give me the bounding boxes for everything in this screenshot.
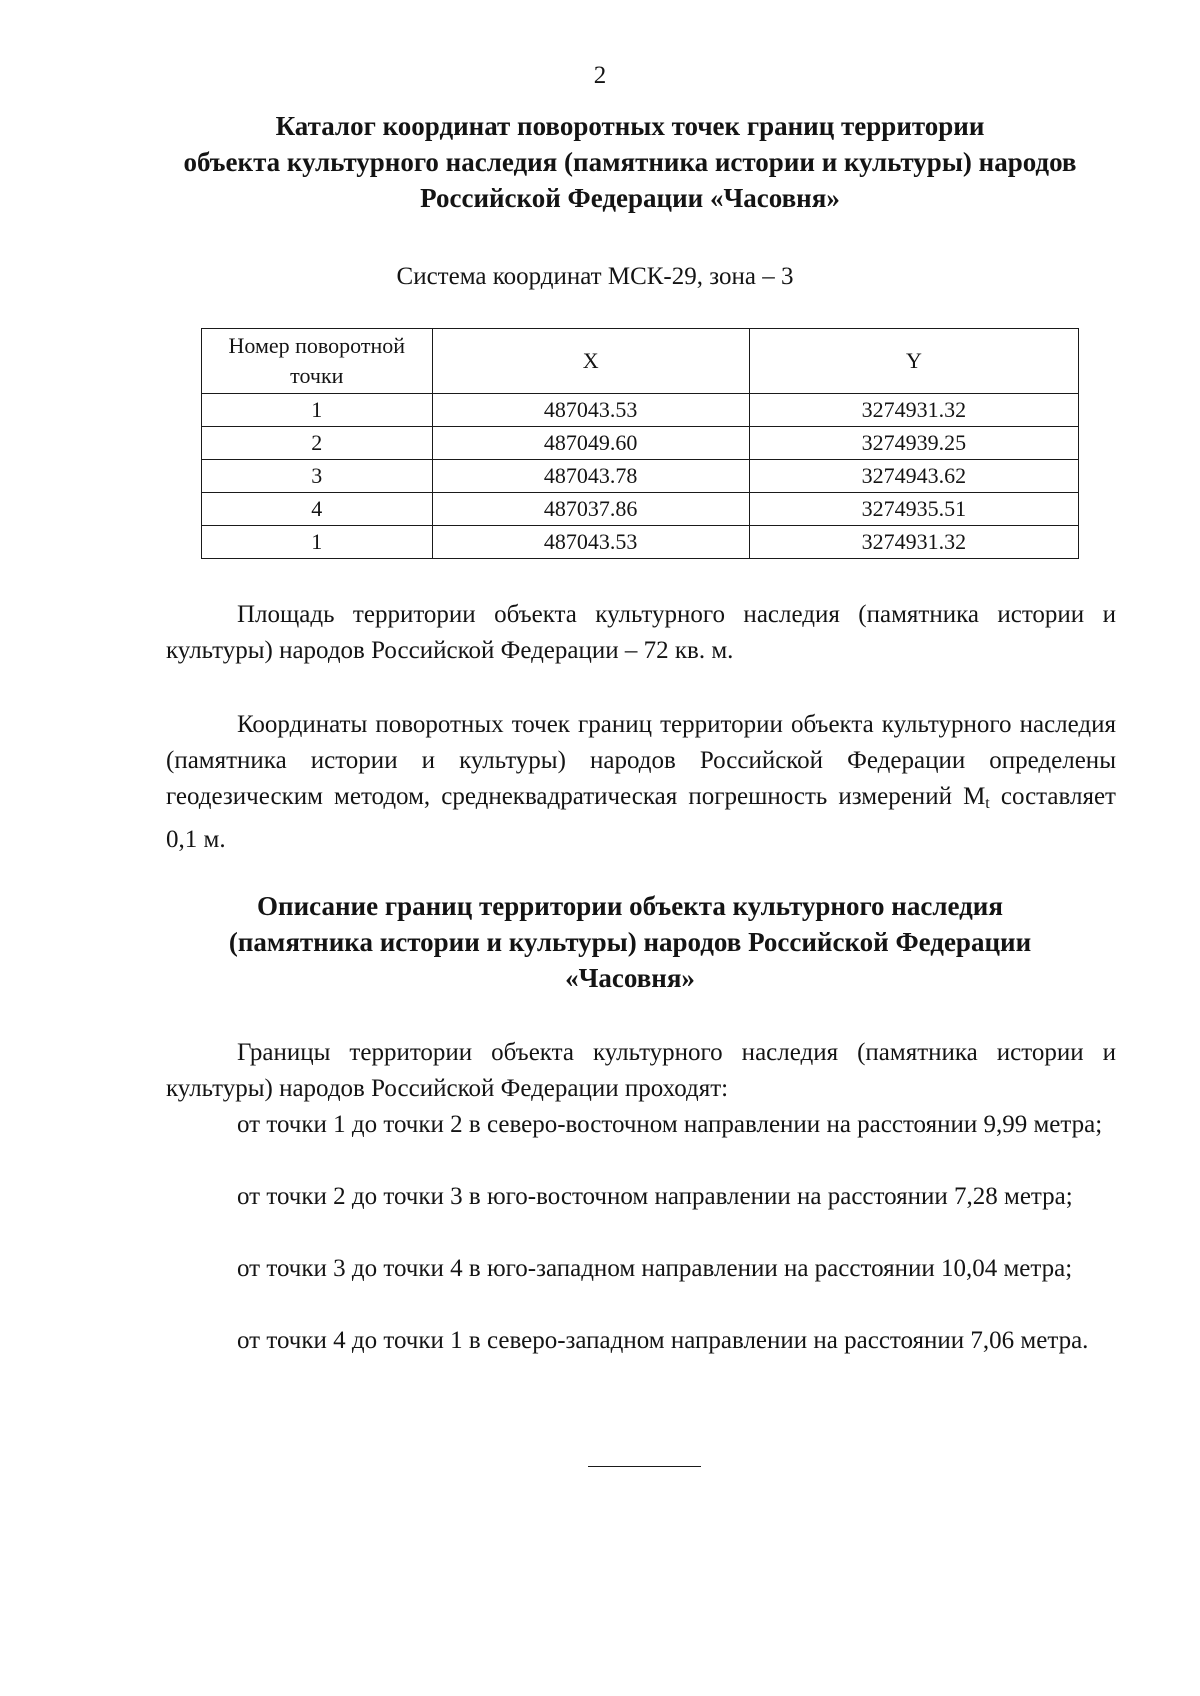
catalog-heading-line: объекта культурного наследия (памятника истории и культуры) народов [183,147,1077,177]
cell-point: 1 [202,526,433,559]
boundary-segment: от точки 1 до точки 2 в северо-восточном направлении на расстоянии 9,99 метра; [237,1111,1103,1138]
catalog-heading-line: Российской Федерации «Часовня» [420,183,840,213]
table-row [202,493,1079,526]
header-point-label-line: Номер поворотной [228,333,406,358]
header-point-label-line: точки [290,363,344,388]
coordinate-system-caption: Система координат МСК-29, зона – 3 [396,263,794,290]
description-heading-line: (памятника истории и культуры) народов Российской Федерации [228,927,1032,957]
table-row [202,460,1079,493]
cell-x: 487043.53 [432,526,749,559]
catalog-heading-line: Каталог координат поворотных точек границ территории [275,111,985,141]
catalog-heading [150,108,1110,216]
cell-x: 487043.78 [432,460,749,493]
boundary-segment: от точки 3 до точки 4 в юго-западном направлении на расстоянии 10,04 метра; [237,1255,1073,1282]
description-heading-line: «Часовня» [565,963,695,993]
cell-x: 487049.60 [432,427,749,460]
accuracy-text-end: составляет 0,1 м. [166,783,1116,853]
coordinates-table [201,328,1079,559]
cell-point: 1 [202,394,433,427]
header-point-number [202,329,433,394]
cell-point: 2 [202,427,433,460]
cell-y: 3274931.32 [749,526,1078,559]
cell-y: 3274943.62 [749,460,1078,493]
table-header-row [202,329,1079,394]
end-of-document-rule [588,1466,701,1467]
cell-point: 4 [202,493,433,526]
boundary-segment: от точки 4 до точки 1 в северо-западном направлении на расстоянии 7,06 метра. [237,1327,1089,1354]
cell-y: 3274931.32 [749,394,1078,427]
page-number: 2 [593,62,607,89]
accuracy-text: Координаты поворотных точек границ территории объекта культурного наследия (памятника истории и культуры) народов Российской Федерации определены геодезическим методом, среднеквадратическая погрешность измерений M [166,711,1116,810]
area-paragraph: Площадь территории объекта культурного наследия (памятника истории и культуры) народов Российской Федерации – 72 кв. м. [166,601,1116,664]
cell-x: 487037.86 [432,493,749,526]
cell-y: 3274935.51 [749,493,1078,526]
table-row [202,427,1079,460]
cell-y: 3274939.25 [749,427,1078,460]
header-y: Y [749,329,1078,394]
accuracy-paragraph [166,707,1116,858]
boundaries-intro: Границы территории объекта культурного наследия (памятника истории и культуры) народов Российской Федерации проходят: [166,1039,1116,1102]
description-heading [150,888,1110,996]
header-x: X [432,329,749,394]
description-heading-line: Описание границ территории объекта культурного наследия [257,891,1003,921]
table-row [202,394,1079,427]
boundary-segment: от точки 2 до точки 3 в юго-восточном направлении на расстоянии 7,28 метра; [237,1183,1073,1210]
table-row [202,526,1079,559]
cell-x: 487043.53 [432,394,749,427]
cell-point: 3 [202,460,433,493]
measurement-subscript: t [985,795,990,812]
